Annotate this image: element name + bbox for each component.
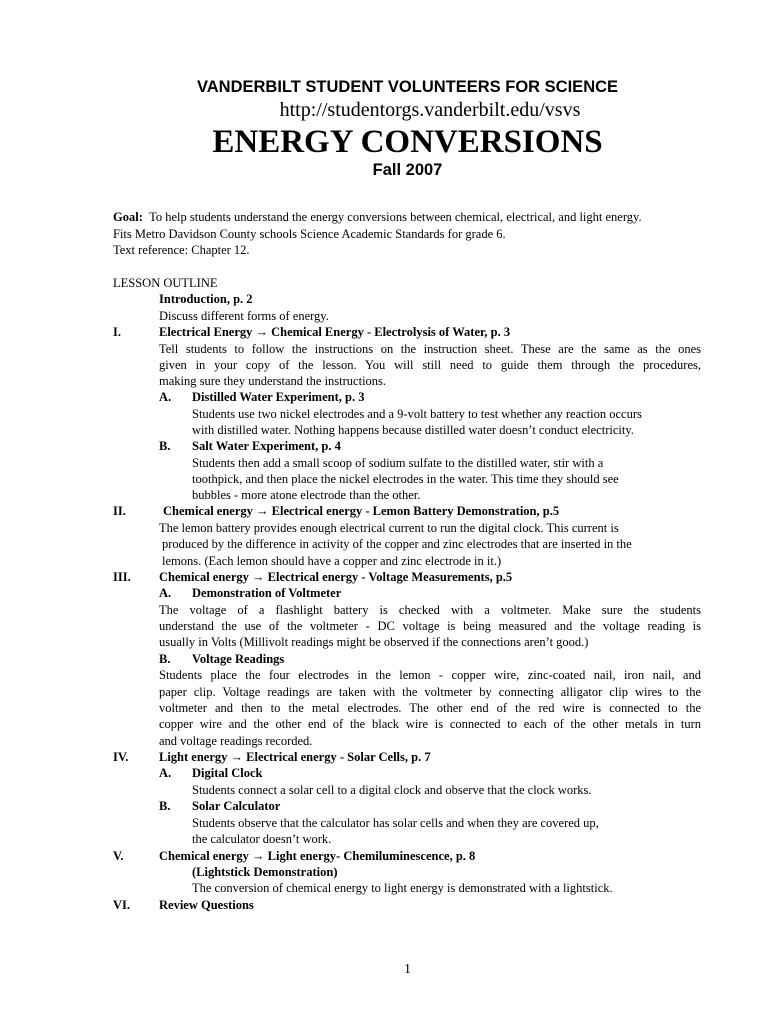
section-5-line: The conversion of chemical energy to light energy is demonstrated with a lightstick. <box>192 881 613 895</box>
subsection-3b-line: copper wire and the other end of the black wire is connected to each of the other metals in turn <box>159 717 701 731</box>
outline-heading: LESSON OUTLINE <box>113 276 218 290</box>
subsection-3b-line: voltmeter and then to the metal electrodes. The other end of the red wire is connected to the <box>159 701 701 715</box>
subsection-3a-line: understand the use of the voltmeter - DC voltage is being measured and the voltage reading is <box>159 619 701 633</box>
subsection-3a-line: The voltage of a flashlight battery is checked with a voltmeter. Make sure the students <box>159 603 701 617</box>
subsection-letter: A. <box>159 586 172 600</box>
subsection-1b-line: Students then add a small scoop of sodium sulfate to the distilled water, stir with a <box>192 456 604 470</box>
section-1-title: Electrical Energy → Chemical Energy - Electrolysis of Water, p. 3 <box>159 325 511 339</box>
text-reference: Text reference: Chapter 12. <box>113 243 250 257</box>
subsection-letter: B. <box>159 439 171 453</box>
subsection-letter: A. <box>159 390 172 404</box>
section-1-line: Tell students to follow the instructions on the instruction sheet. These are the same as the ones <box>159 342 701 356</box>
section-numeral: V. <box>113 849 124 863</box>
subsection-3a-title: Demonstration of Voltmeter <box>192 586 342 600</box>
subsection-3b-line: paper clip. Voltage readings are taken with the voltmeter by connecting alligator clip wires to the <box>159 685 701 699</box>
term-label: Fall 2007 <box>372 161 443 179</box>
goal-text: To help students understand the energy conversions between chemical, electrical, and light energy. <box>149 210 642 224</box>
section-3-title: Chemical energy → Electrical energy - Voltage Measurements, p.5 <box>159 570 513 584</box>
goal-label: Goal: <box>113 210 143 224</box>
subsection-letter: A. <box>159 766 172 780</box>
subsection-letter: B. <box>159 799 171 813</box>
section-2-title: Chemical energy → Electrical energy - Lemon Battery Demonstration, p.5 <box>163 504 560 518</box>
subsection-1a-title: Distilled Water Experiment, p. 3 <box>192 390 365 404</box>
subsection-3a-line: usually in Volts (Millivolt readings might be observed if the connections aren’t good.) <box>159 635 589 649</box>
standards-line: Fits Metro Davidson County schools Science Academic Standards for grade 6. <box>113 227 506 241</box>
subsection-1a-line: with distilled water. Nothing happens because distilled water doesn’t conduct electricity. <box>192 423 634 437</box>
subsection-1b-line: bubbles - more atone electrode than the other. <box>192 488 421 502</box>
section-1-line: given in your copy of the lesson. You will still need to guide them through the procedures, <box>159 358 701 372</box>
subsection-4b-line: the calculator doesn’t work. <box>192 832 332 846</box>
subsection-4a-line: Students connect a solar cell to a digital clock and observe that the clock works. <box>192 783 592 797</box>
organization-name: VANDERBILT STUDENT VOLUNTEERS FOR SCIENCE <box>196 78 619 96</box>
section-numeral: II. <box>113 504 126 518</box>
section-numeral: I. <box>113 325 121 339</box>
section-5-title: Chemical energy → Light energy- Chemiluminescence, p. 8 <box>159 849 476 863</box>
subsection-3b-line: and voltage readings recorded. <box>159 734 313 748</box>
subsection-1a-line: Students use two nickel electrodes and a 9-volt battery to test whether any reaction occurs <box>192 407 642 421</box>
subsection-letter: B. <box>159 652 171 666</box>
subsection-4b-title: Solar Calculator <box>192 799 281 813</box>
subsection-1b-line: toothpick, and then place the nickel electrodes in the water. This time they should see <box>192 472 619 486</box>
subsection-3b-line: Students place the four electrodes in the lemon - copper wire, zinc-coated nail, iron nail, and <box>159 668 701 682</box>
section-numeral: IV. <box>113 750 129 764</box>
section-2-line: produced by the difference in activity of the copper and zinc electrodes that are inserted in the <box>162 537 632 551</box>
section-6-title: Review Questions <box>159 898 254 912</box>
section-numeral: VI. <box>113 898 131 912</box>
section-2-line: lemons. (Each lemon should have a copper and zinc electrode in it.) <box>162 554 502 568</box>
introduction-title: Introduction, p. 2 <box>159 292 253 306</box>
organization-url: http://studentorgs.vanderbilt.edu/vsvs <box>279 99 581 121</box>
section-numeral: III. <box>113 570 131 584</box>
section-2-line: The lemon battery provides enough electrical current to run the digital clock. This current is <box>159 521 619 535</box>
goal-line <box>113 209 642 226</box>
section-5-subtitle: (Lightstick Demonstration) <box>192 865 338 879</box>
subsection-1b-title: Salt Water Experiment, p. 4 <box>192 439 341 453</box>
section-4-title: Light energy → Electrical energy - Solar Cells, p. 7 <box>159 750 431 764</box>
introduction-text: Discuss different forms of energy. <box>159 309 329 323</box>
subsection-4a-title: Digital Clock <box>192 766 263 780</box>
page-number: 1 <box>404 962 411 977</box>
page-title: ENERGY CONVERSIONS <box>212 124 603 160</box>
subsection-4b-line: Students observe that the calculator has solar cells and when they are covered up, <box>192 816 599 830</box>
section-1-line: making sure they understand the instructions. <box>159 374 387 388</box>
subsection-3b-title: Voltage Readings <box>192 652 285 666</box>
